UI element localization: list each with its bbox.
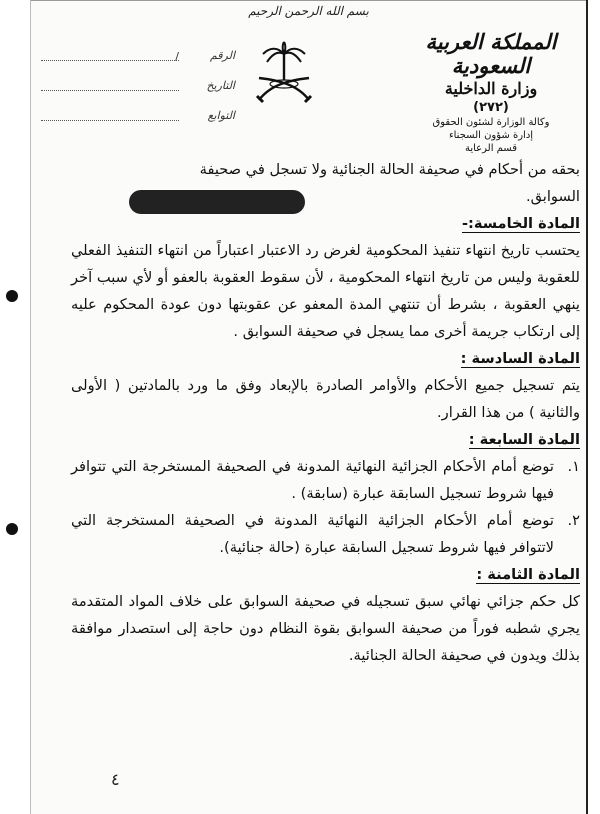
field-attachments-value — [41, 110, 179, 121]
item-text: توضع أمام الأحكام الجزائية النهائية المدونة في الصحيفة المستخرجة التي لاتتوافر فيها شروط تسجيل السابقة عبارة (حالة جنائية). — [71, 512, 554, 556]
article-7-heading: المادة السابعة : — [468, 431, 580, 448]
field-number-label: الرقم — [209, 48, 235, 62]
letter-reference: (٢٧٢) — [473, 100, 509, 115]
item-number: ١. — [567, 458, 580, 475]
punch-hole-mark — [6, 523, 18, 535]
article-7-item-2 — [71, 507, 580, 561]
article-6-text: يتم تسجيل جميع الأحكام والأوامر الصادرة بالإبعاد وفق ما ورد بالمادتين ( الأولى والثانية ) من هذا القرار. — [71, 377, 580, 421]
document-body — [71, 156, 580, 669]
field-number — [35, 40, 235, 70]
intro-line-2: السوابق. — [526, 188, 580, 205]
article-5-text: يحتسب تاريخ انتهاء تنفيذ المحكومية لغرض رد الاعتبار اعتباراً من انتهاء التنفيذ الفعلي للعقوبة وليس من تاريخ انتهاء المحكومية ، لأن سقوط العقوبة بالعفو أو لأي سبب آخر ينهي العقوبة ، بشرط أن تنتهي المدة المعفو عن عقوبتها دون عودة المحكوم عليه إلى ارتكاب جريمة أخرى مما يسجل في صحيفة السوابق . — [71, 242, 580, 340]
field-attachments-label: التوابع — [207, 108, 235, 122]
field-date — [35, 70, 235, 100]
reference-fields — [35, 40, 235, 130]
item-number: ٢. — [567, 512, 580, 529]
field-number-value: / — [41, 50, 179, 61]
field-date-value — [41, 80, 179, 91]
redaction-bar — [129, 190, 305, 214]
article-6-heading: المادة السادسة : — [460, 350, 580, 367]
ministry-title: وزارة الداخلية — [444, 79, 538, 98]
field-date-label: التاريخ — [206, 78, 235, 92]
saudi-emblem-icon — [251, 40, 317, 108]
article-8-text: كل حكم جزائي نهائي سبق تسجيله في صحيفة السوابق على خلاف المواد المتقدمة يجري شطبه فوراً من صحيفة السوابق بقوة النظام دون حاجة إلى استصدار موافقة بذلك ويدون في صحيفة الحالة الجنائية. — [71, 593, 580, 664]
punch-hole-mark — [6, 290, 18, 302]
document-page — [30, 0, 588, 814]
top-rule — [31, 0, 586, 1]
section-name: قسم الرعاية — [464, 143, 518, 154]
department-name: إدارة شؤون السجناء — [448, 130, 534, 141]
article-5-heading: المادة الخامسة:- — [461, 215, 580, 232]
intro-line-1: بحقه من أحكام في صحيفة الحالة الجنائية ولا تسجل في صحيفة — [199, 161, 580, 178]
item-text: توضع أمام الأحكام الجزائية النهائية المدونة في الصحيفة المستخرجة التي تتوافر فيها شروط تسجيل السابقة عبارة (سابقة) . — [71, 458, 554, 502]
article-7-item-1 — [71, 453, 580, 507]
letterhead — [406, 30, 576, 155]
closing-mark: ٤ — [111, 770, 120, 789]
field-attachments — [35, 100, 235, 130]
bismillah: بسم الله الرحمن الرحيم — [248, 4, 369, 18]
agency-name: وكالة الوزارة لشئون الحقوق — [432, 117, 550, 128]
kingdom-title: المملكة العربية السعودية — [425, 29, 557, 78]
article-8-heading: المادة الثامنة : — [476, 566, 580, 583]
